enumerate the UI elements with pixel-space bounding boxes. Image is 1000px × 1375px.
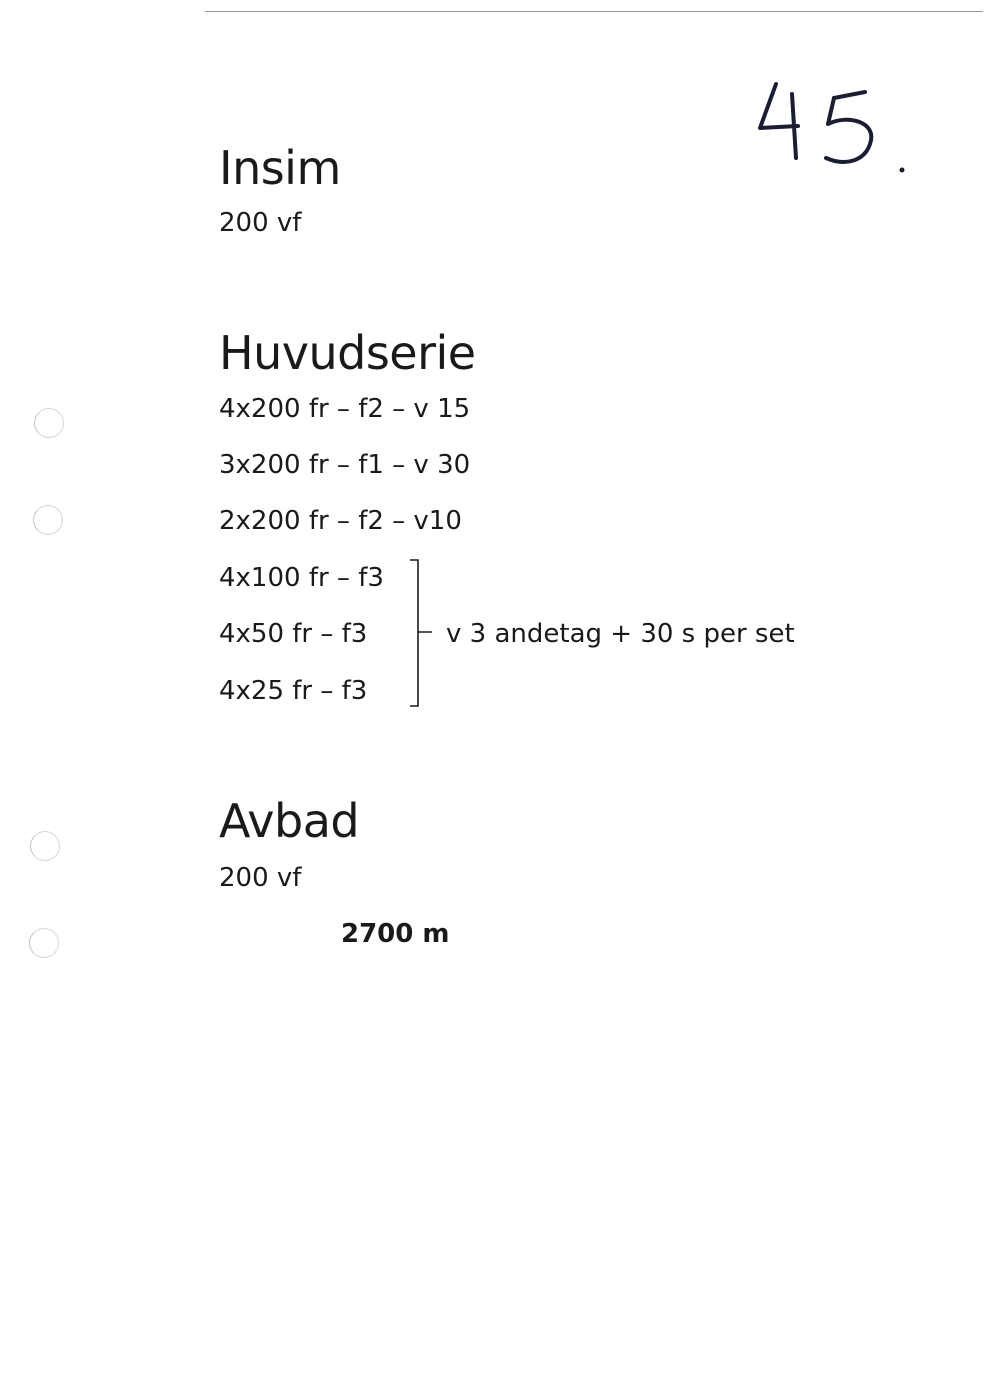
handwritten-page-number [752, 72, 912, 182]
group-note: v 3 andetag + 30 s per set [446, 619, 795, 649]
insim-line: 200 vf [219, 208, 302, 238]
punch-hole [33, 505, 63, 535]
punch-hole [29, 928, 59, 958]
section-title-insim: Insim [219, 141, 341, 195]
punch-hole [30, 831, 60, 861]
group-brace [406, 558, 438, 710]
punch-hole [34, 408, 64, 438]
huvudserie-line: 4x25 fr – f3 [219, 676, 368, 706]
huvudserie-line: 4x200 fr – f2 – v 15 [219, 394, 471, 424]
huvudserie-line: 4x50 fr – f3 [219, 619, 368, 649]
huvudserie-line: 3x200 fr – f1 – v 30 [219, 450, 471, 480]
top-rule [205, 11, 983, 12]
section-title-huvudserie: Huvudserie [219, 326, 476, 380]
huvudserie-line: 4x100 fr – f3 [219, 563, 384, 593]
huvudserie-line: 2x200 fr – f2 – v10 [219, 506, 462, 536]
avbad-line: 200 vf [219, 863, 302, 893]
total-distance: 2700 m [341, 919, 450, 949]
section-title-avbad: Avbad [219, 794, 360, 848]
